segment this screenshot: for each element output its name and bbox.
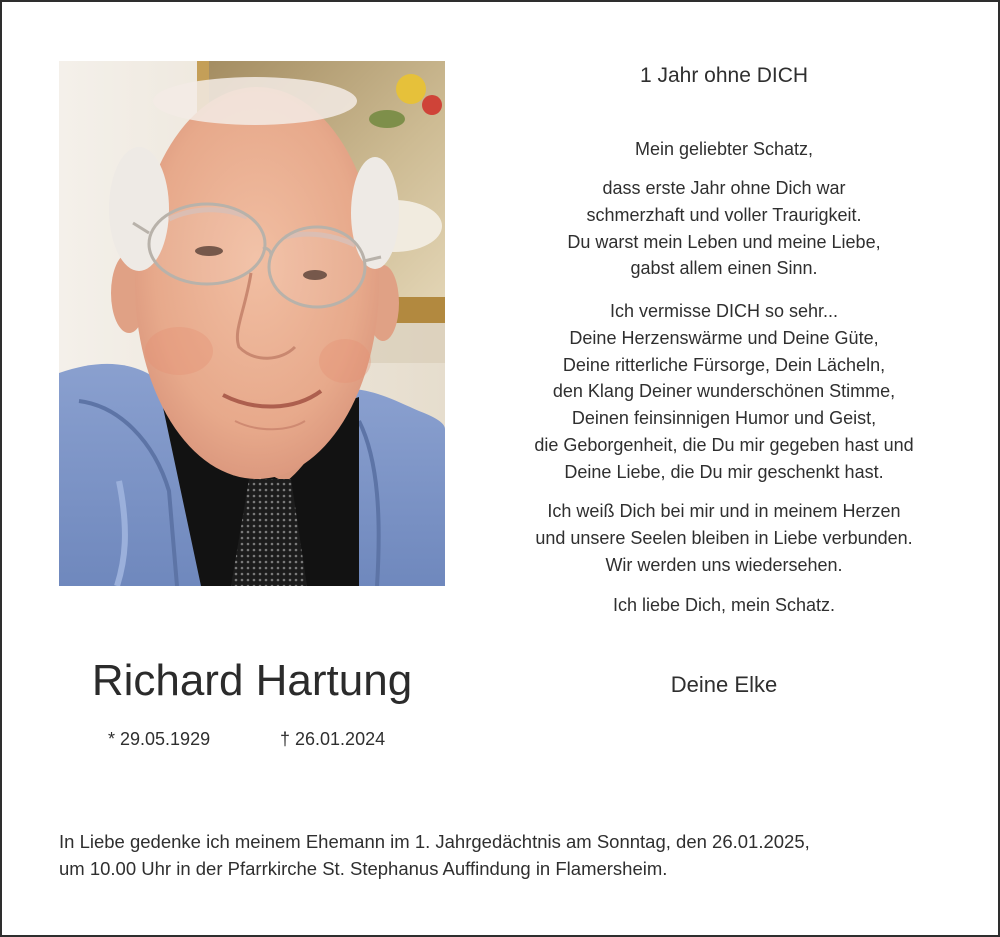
birth-date: * 29.05.1929 [108,729,211,749]
notice-line: In Liebe gedenke ich meinem Ehemann im 1. Jahrgedächtnis am Sonntag, den 26.01.2025, [59,831,810,852]
poem-line: Ich weiß Dich bei mir und in meinem Herzen [547,501,901,521]
poem-line: den Klang Deiner wunderschönen Stimme, [552,381,896,402]
poem-stanza [502,175,946,282]
poem-stanza [502,498,946,578]
poem-line: Deinen feinsinnigen Humor und Geist, [571,408,877,429]
poem-line: und unsere Seelen bleiben in Liebe verbunden. [535,527,913,548]
portrait-image [59,61,445,586]
poem-line: Wir werden uns wiedersehen. [605,554,843,575]
poem-line: Du warst mein Leben und meine Liebe, [567,231,881,252]
portrait-photo [59,61,445,586]
poem-line: Ich vermisse DICH so sehr... [609,301,839,321]
poem-line: die Geborgenheit, die Du mir gegeben hast und [534,434,914,455]
memorial-service-notice [59,828,959,882]
poem-line: dass erste Jahr ohne Dich war [602,178,846,198]
poem-line: Deine Herzenswärme und Deine Güte, [569,327,879,348]
death-date: † 26.01.2024 [280,729,386,749]
poem-line: Deine ritterliche Fürsorge, Dein Lächeln, [562,354,886,375]
poem-line: schmerzhaft und voller Traurigkeit. [586,204,862,225]
poem-line: Deine Liebe, die Du mir geschenkt hast. [564,461,884,482]
notice-line: um 10.00 Uhr in der Pfarrkirche St. Stephanus Auffindung in Flamersheim. [59,858,668,879]
poem-stanza [502,298,946,486]
poem-title: 1 Jahr ohne DICH [639,64,809,87]
poem-salutation: Mein geliebter Schatz, [634,139,814,159]
signature: Deine Elke [670,672,778,697]
poem-closing: Ich liebe Dich, mein Schatz. [612,595,836,615]
deceased-name: Richard Hartung [91,656,413,705]
poem-line: gabst allem einen Sinn. [630,258,818,279]
